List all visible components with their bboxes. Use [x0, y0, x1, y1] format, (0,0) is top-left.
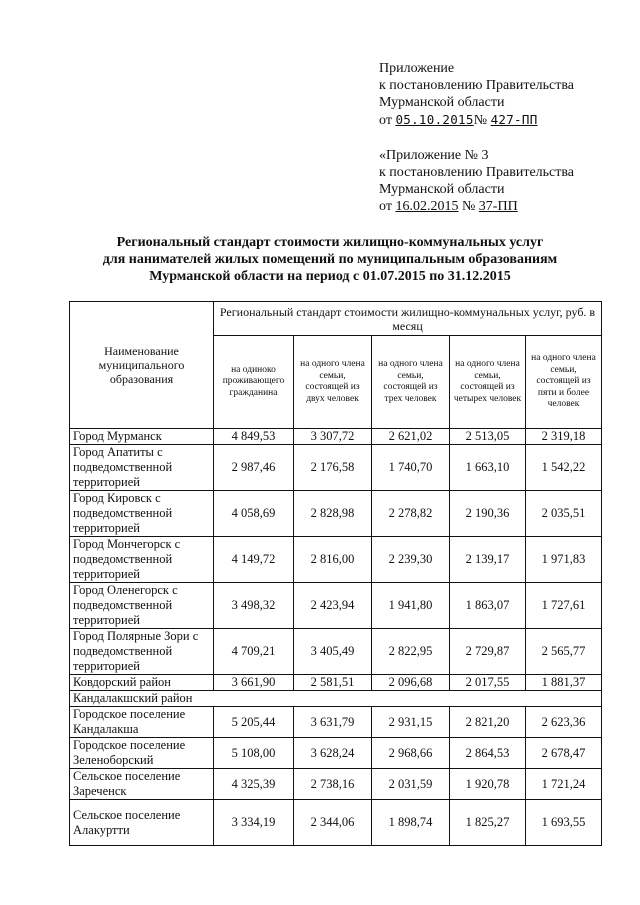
value-cell: 2 035,51 — [526, 491, 602, 537]
value-cell: 2 816,00 — [294, 537, 372, 583]
column-header-two-person: на одного члена семьи, состоящей из двух человек — [294, 336, 372, 429]
value-cell: 4 325,39 — [214, 769, 294, 800]
value-cell: 2 423,94 — [294, 583, 372, 629]
column-header-single: на одиноко проживающего гражданина — [214, 336, 294, 429]
municipality-name: Городское поселение Кандалакша — [70, 707, 214, 738]
value-cell: 4 709,21 — [214, 629, 294, 675]
value-cell: 2 176,58 — [294, 445, 372, 491]
value-cell: 2 621,02 — [372, 429, 450, 445]
municipality-name: Город Мончегорск с подведомственной территорией — [70, 537, 214, 583]
appendix-date-line — [379, 111, 574, 129]
value-cell: 2 319,18 — [526, 429, 602, 445]
value-cell: 1 920,78 — [450, 769, 526, 800]
title-line-1: Региональный стандарт стоимости жилищно-коммунальных услуг — [116, 235, 544, 250]
table-row — [70, 429, 602, 445]
appendix-label: Приложение — [379, 61, 455, 76]
date-prefix: от — [379, 113, 392, 128]
table-row — [70, 445, 602, 491]
municipality-column-header: Наименование муниципального образования — [70, 302, 214, 429]
municipality-name: Ковдорский район — [70, 675, 214, 691]
municipality-name: Город Апатиты с подведомственной территорией — [70, 445, 214, 491]
table-row — [70, 769, 602, 800]
value-cell: 1 727,61 — [526, 583, 602, 629]
table-row — [70, 583, 602, 629]
municipality-name: Город Кировск с подведомственной территорией — [70, 491, 214, 537]
date-prefix: от — [379, 199, 392, 214]
appendix-decree-line: к постановлению Правительства — [379, 165, 575, 180]
appendix-region-line: Мурманской области — [379, 95, 505, 110]
decree-date: 05.10.2015 — [395, 112, 474, 127]
value-cell: 1 898,74 — [372, 800, 450, 846]
table-row — [70, 491, 602, 537]
value-cell: 2 190,36 — [450, 491, 526, 537]
municipality-name: Город Полярные Зори с подведомственной территорией — [70, 629, 214, 675]
appendix-label: «Приложение № 3 — [379, 148, 489, 163]
table-header-row — [70, 302, 602, 336]
municipality-name: Город Мурманск — [70, 429, 214, 445]
value-cell: 4 058,69 — [214, 491, 294, 537]
value-cell: 1 863,07 — [450, 583, 526, 629]
value-cell: 1 941,80 — [372, 583, 450, 629]
value-cell: 2 513,05 — [450, 429, 526, 445]
value-cell: 3 334,19 — [214, 800, 294, 846]
decree-number: 37-ПП — [478, 199, 518, 214]
value-cell: 4 149,72 — [214, 537, 294, 583]
appendix-date-line — [379, 198, 574, 215]
value-cell: 1 881,37 — [526, 675, 602, 691]
table-row — [70, 738, 602, 769]
value-cell: 5 108,00 — [214, 738, 294, 769]
value-cell: 2 828,98 — [294, 491, 372, 537]
value-cell: 2 864,53 — [450, 738, 526, 769]
value-cell: 2 017,55 — [450, 675, 526, 691]
value-cell: 2 822,95 — [372, 629, 450, 675]
value-cell: 3 631,79 — [294, 707, 372, 738]
table-row — [70, 707, 602, 738]
value-cell: 2 565,77 — [526, 629, 602, 675]
value-cell: 2 278,82 — [372, 491, 450, 537]
appendix-decree-line: к постановлению Правительства — [379, 78, 575, 93]
value-cell: 3 307,72 — [294, 429, 372, 445]
value-cell: 3 405,49 — [294, 629, 372, 675]
value-cell: 2 987,46 — [214, 445, 294, 491]
value-cell: 1 740,70 — [372, 445, 450, 491]
value-cell: 2 623,36 — [526, 707, 602, 738]
value-cell: 2 738,16 — [294, 769, 372, 800]
value-cell: 3 498,32 — [214, 583, 294, 629]
value-cell: 3 628,24 — [294, 738, 372, 769]
value-cell: 2 821,20 — [450, 707, 526, 738]
cost-group-header: Региональный стандарт стоимости жилищно-коммунальных услуг, руб. в месяц — [214, 302, 602, 336]
column-header-five-plus: на одного члена семьи, состоящей из пяти и более человек — [526, 336, 602, 429]
cost-standard-table — [69, 301, 602, 846]
value-cell: 1 663,10 — [450, 445, 526, 491]
value-cell: 1 693,55 — [526, 800, 602, 846]
value-cell: 2 239,30 — [372, 537, 450, 583]
municipality-name: Сельское поселение Зареченск — [70, 769, 214, 800]
title-line-2: для нанимателей жилых помещений по муниципальным образованиям — [102, 252, 558, 267]
municipality-name: Город Оленегорск с подведомственной территорией — [70, 583, 214, 629]
decree-number: 427-ПП — [490, 112, 538, 127]
decree-date: 16.02.2015 — [395, 199, 459, 214]
section-heading-kandalaksha: Кандалакшский район — [70, 691, 602, 707]
value-cell: 2 729,87 — [450, 629, 526, 675]
value-cell: 2 096,68 — [372, 675, 450, 691]
value-cell: 2 031,59 — [372, 769, 450, 800]
appendix-region-line: Мурманской области — [379, 182, 505, 197]
value-cell: 3 661,90 — [214, 675, 294, 691]
value-cell: 2 139,17 — [450, 537, 526, 583]
value-cell: 4 849,53 — [214, 429, 294, 445]
value-cell: 2 581,51 — [294, 675, 372, 691]
value-cell: 1 721,24 — [526, 769, 602, 800]
appendix-header-original — [379, 147, 574, 215]
table-row — [70, 800, 602, 846]
table-row — [70, 629, 602, 675]
column-header-three-person: на одного члена семьи, состоящей из трех человек — [372, 336, 450, 429]
title-line-3: Мурманской области на период с 01.07.2015 по 31.12.2015 — [149, 269, 511, 284]
value-cell: 2 931,15 — [372, 707, 450, 738]
value-cell: 1 542,22 — [526, 445, 602, 491]
column-header-four-person: на одного члена семьи, состоящей из четырех человек — [450, 336, 526, 429]
document-title — [40, 234, 620, 285]
section-row — [70, 691, 602, 707]
table-row — [70, 675, 602, 691]
value-cell: 1 825,27 — [450, 800, 526, 846]
value-cell: 2 678,47 — [526, 738, 602, 769]
municipality-name: Городское поселение Зеленоборский — [70, 738, 214, 769]
number-prefix: № — [473, 113, 488, 128]
value-cell: 1 971,83 — [526, 537, 602, 583]
number-prefix: № — [461, 199, 476, 214]
municipality-name: Сельское поселение Алакуртти — [70, 800, 214, 846]
value-cell: 2 968,66 — [372, 738, 450, 769]
table-row — [70, 537, 602, 583]
appendix-header-current — [379, 60, 574, 129]
value-cell: 5 205,44 — [214, 707, 294, 738]
value-cell: 2 344,06 — [294, 800, 372, 846]
